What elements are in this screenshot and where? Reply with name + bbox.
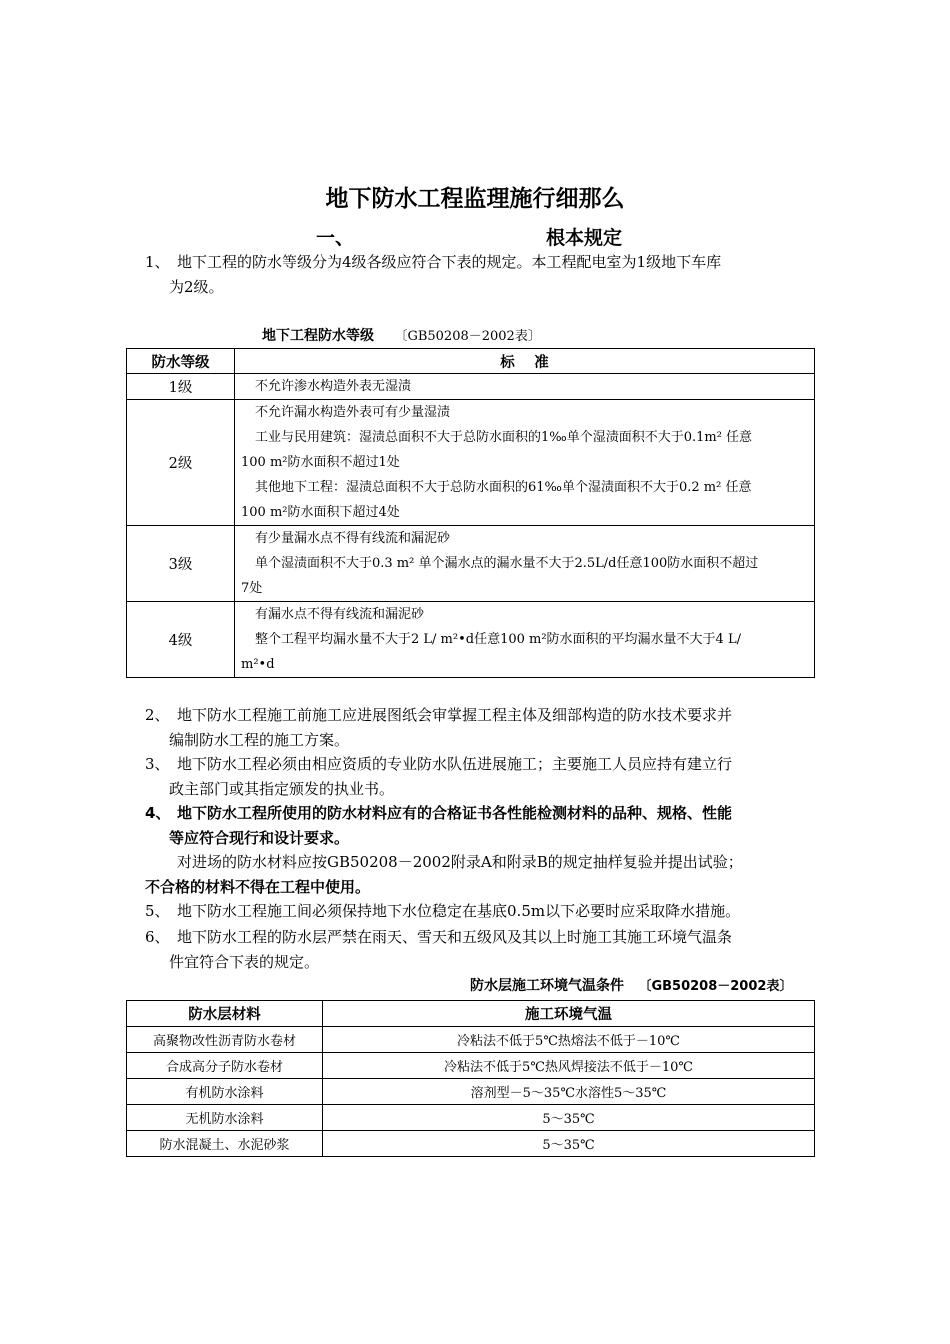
- standard-cell: [235, 374, 815, 400]
- paragraph-4: [145, 801, 815, 850]
- header-temperature: 施工环境气温: [323, 1001, 815, 1027]
- table-row: [127, 400, 815, 526]
- table1-caption-ref: 〔GB50208－2002表〕: [394, 329, 541, 344]
- table2-caption: [470, 976, 792, 997]
- material-cell: 防水混凝土、水泥砂浆: [127, 1131, 323, 1157]
- paragraph-text: 地下防水工程的防水层严禁在雨天、雪天和五级风及其以上时施工其施工环境气温条: [177, 928, 733, 946]
- temperature-cell: 冷粘法不低于5℃热熔法不低于－10℃: [323, 1027, 815, 1053]
- paragraph-text: 地下防水工程施工间必须保持地下水位稳定在基底0.5m以下必要时应采取降水措施。: [177, 902, 741, 920]
- table-row: [127, 1053, 815, 1079]
- header-material: 防水层材料: [127, 1001, 323, 1027]
- standard-line: 有漏水点不得有线流和漏泥砂: [255, 607, 425, 622]
- section-heading: 根本规定: [546, 227, 623, 249]
- header-grade: 防水等级: [127, 349, 235, 374]
- temperature-cell: 冷粘法不低于5℃热风焊接法不低于－10℃: [323, 1053, 815, 1079]
- material-cell: 合成高分子防水卷材: [127, 1053, 323, 1079]
- item-number: 3、: [145, 755, 170, 773]
- paragraph-text-cont: 编制防水工程的施工方案。: [169, 730, 350, 749]
- item-number: 6、: [145, 928, 170, 946]
- standard-line: 工业与民用建筑：湿渍总面积不大于总防水面积的1‰单个湿渍面积不大于0.1m² 任意: [255, 430, 753, 445]
- temperature-cell: 溶剂型－5～35℃水溶性5～35℃: [323, 1079, 815, 1105]
- paragraph-text: 地下防水工程必须由相应资质的专业防水队伍进展施工；主要施工人员应持有建立行: [177, 755, 733, 773]
- table1-caption: [262, 326, 541, 347]
- item-number: 1、: [145, 253, 170, 271]
- paragraph-4b: [145, 850, 815, 899]
- item-number: 2、: [145, 706, 170, 724]
- paragraph-text: 地下防水工程施工前施工应进展图纸会审掌握工程主体及细部构造的防水技术要求并: [177, 706, 733, 724]
- standard-line: 有少量漏水点不得有线流和漏泥砂: [255, 531, 451, 546]
- table-row: [127, 526, 815, 602]
- paragraph-2: [145, 703, 815, 752]
- construction-temperature-table: [126, 1000, 815, 1157]
- paragraph-text-bold: 不合格的材料不得在工程中使用。: [145, 877, 371, 896]
- waterproof-grade-table: [126, 348, 815, 678]
- table1-caption-title: 地下工程防水等级: [262, 328, 374, 344]
- standard-line: 7处: [241, 581, 263, 596]
- paragraph-text-cont: 为2级。: [169, 277, 224, 296]
- header-standard: 标 准: [235, 349, 815, 374]
- table-row: [127, 1105, 815, 1131]
- table2-caption-title: 防水层施工环境气温条件: [470, 978, 624, 994]
- material-cell: 有机防水涂料: [127, 1079, 323, 1105]
- table-row: [127, 374, 815, 400]
- grade-cell: 1级: [127, 374, 235, 400]
- document-title: 地下防水工程监理施行细那么: [325, 186, 625, 212]
- standard-line: 100 m²防水面积不超过1处: [241, 455, 400, 470]
- standard-line: 不允许漏水构造外表可有少量湿渍: [255, 405, 451, 420]
- grade-cell: 2级: [127, 400, 235, 526]
- standard-cell: [235, 400, 815, 526]
- table-header-row: [127, 1001, 815, 1027]
- table-row: [127, 1131, 815, 1157]
- item-number: 4、: [145, 804, 171, 822]
- temperature-cell: 5～35℃: [323, 1105, 815, 1131]
- table-row: [127, 602, 815, 678]
- item-number: 5、: [145, 902, 170, 920]
- paragraph-text: 对进场的防水材料应按GB50208－2002附录A和附录B的规定抽样复验并提出试验；: [177, 853, 743, 871]
- table-row: [127, 1079, 815, 1105]
- grade-cell: 4级: [127, 602, 235, 678]
- standard-line: m²•d: [241, 657, 275, 672]
- paragraph-6: [145, 925, 815, 974]
- paragraph-text-cont: 等应符合现行和设计要求。: [169, 828, 350, 847]
- paragraph-5: [145, 899, 815, 924]
- temperature-cell: 5～35℃: [323, 1131, 815, 1157]
- standard-line: 100 m²防水面积下超过4处: [241, 505, 400, 520]
- standard-line: 整个工程平均漏水量不大于2 L/ m²•d任意100 m²防水面积的平均漏水量不大于4 L/: [255, 632, 741, 647]
- section-number: 一、: [316, 227, 355, 249]
- material-cell: 无机防水涂料: [127, 1105, 323, 1131]
- standard-line: 单个湿渍面积不大于0.3 m² 单个漏水点的漏水量不大于2.5L/d任意100防水面积不超过: [255, 556, 759, 571]
- paragraph-1: [145, 250, 815, 299]
- paragraph-3: [145, 752, 815, 801]
- paragraph-text: 地下工程的防水等级分为4级各级应符合下表的规定。本工程配电室为1级地下车库: [177, 253, 722, 271]
- paragraph-text-cont: 件宜符合下表的规定。: [169, 952, 320, 971]
- material-cell: 高聚物改性沥青防水卷材: [127, 1027, 323, 1053]
- standard-cell: [235, 526, 815, 602]
- paragraph-text-cont: 政主部门或其指定颁发的执业书。: [169, 779, 395, 798]
- table-row: [127, 1027, 815, 1053]
- grade-cell: 3级: [127, 526, 235, 602]
- standard-line: 不允许渗水构造外表无湿渍: [255, 379, 412, 394]
- standard-line: 其他地下工程：湿渍总面积不大于总防水面积的61‰单个湿渍面积不大于0.2 m² 任意: [255, 480, 752, 495]
- paragraph-text: 地下防水工程所使用的防水材料应有的合格证书各性能检测材料的品种、规格、性能: [177, 804, 733, 822]
- table-header-row: [127, 349, 815, 374]
- table2-caption-ref: 〔GB50208－2002表〕: [638, 979, 793, 994]
- standard-cell: [235, 602, 815, 678]
